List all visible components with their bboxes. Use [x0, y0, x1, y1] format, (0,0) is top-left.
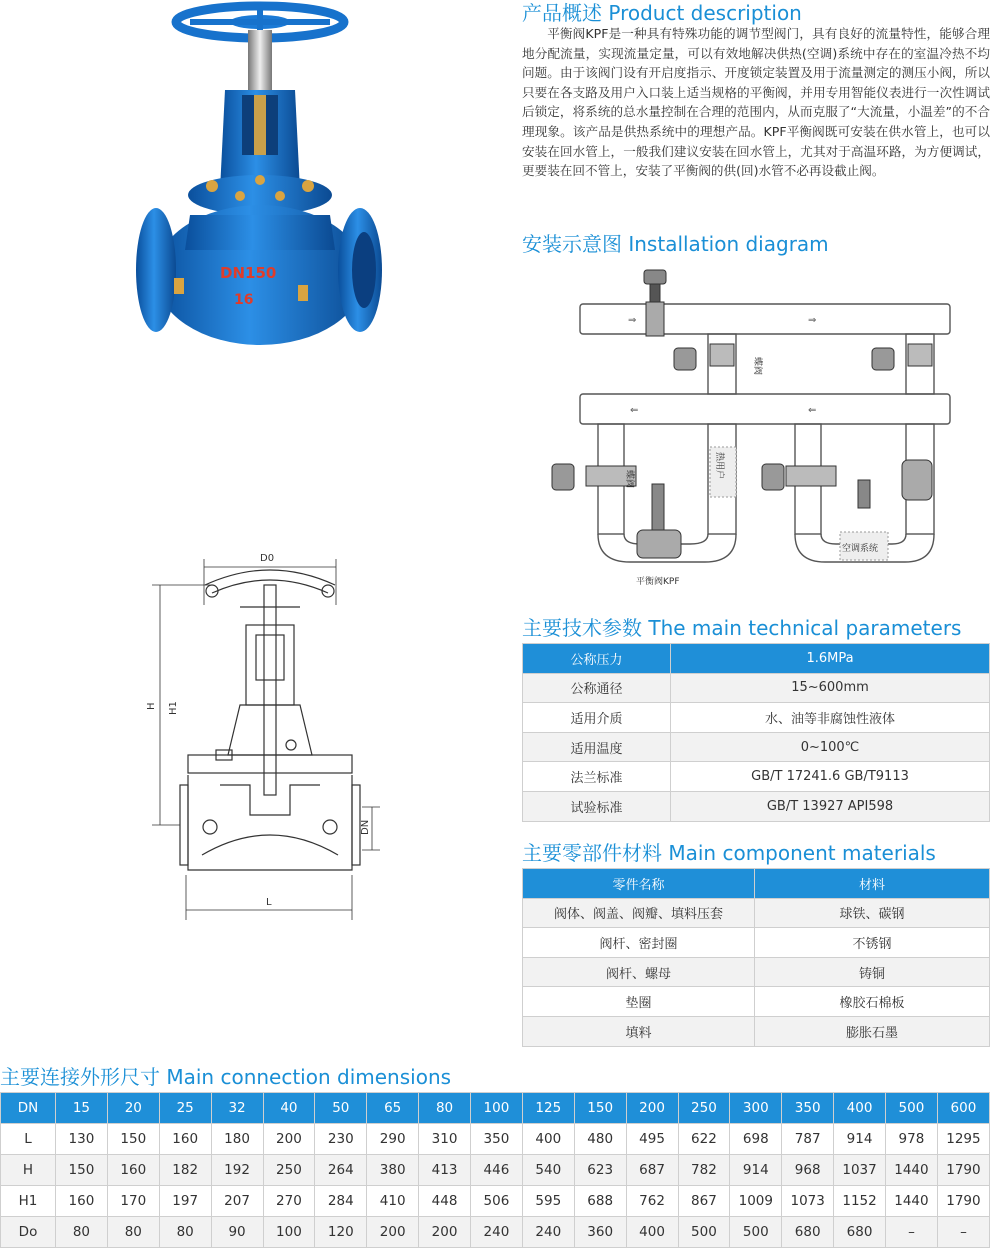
param-value: 水、油等非腐蚀性液体: [671, 703, 990, 733]
table-row: [523, 673, 990, 703]
valve-product-photo: [130, 0, 390, 360]
part-material: 不锈钢: [755, 928, 990, 958]
svg-text:⇐: ⇐: [808, 405, 817, 416]
dimension-cell: 250: [263, 1155, 315, 1186]
param-key: 适用介质: [523, 703, 671, 733]
dimension-cell: 200: [263, 1124, 315, 1155]
dimension-cell: 448: [419, 1186, 471, 1217]
dimension-cell: 150: [56, 1155, 108, 1186]
dimension-cell: 80: [107, 1217, 159, 1248]
column-header: 65: [367, 1093, 419, 1124]
part-name: 阀杆、螺母: [523, 957, 755, 987]
column-header: 500: [886, 1093, 938, 1124]
dimension-cell: 413: [419, 1155, 471, 1186]
column-header: 50: [315, 1093, 367, 1124]
dimension-cell: 446: [471, 1155, 523, 1186]
param-key: 公称通径: [523, 673, 671, 703]
dimension-cell: 1037: [834, 1155, 886, 1186]
table-row: [523, 703, 990, 733]
l-label: L: [266, 897, 272, 908]
row-label: Do: [1, 1217, 56, 1248]
dimension-cell: 782: [678, 1155, 730, 1186]
dimension-cell: 90: [211, 1217, 263, 1248]
dimension-cell: 1152: [834, 1186, 886, 1217]
svg-text:⇐: ⇐: [630, 405, 639, 416]
param-value: 1.6MPa: [671, 644, 990, 674]
dimension-cell: 290: [367, 1124, 419, 1155]
row-label: H1: [1, 1186, 56, 1217]
column-header: 20: [107, 1093, 159, 1124]
dimension-cell: 160: [56, 1186, 108, 1217]
dimension-cell: 1440: [886, 1186, 938, 1217]
part-name: 阀杆、密封圈: [523, 928, 755, 958]
dimension-cell: 400: [626, 1217, 678, 1248]
dimension-cell: 914: [730, 1155, 782, 1186]
dimension-cell: 170: [107, 1186, 159, 1217]
dimension-cell: 270: [263, 1186, 315, 1217]
dimension-cell: 762: [626, 1186, 678, 1217]
column-header: 32: [211, 1093, 263, 1124]
table-row: [523, 898, 990, 928]
dimension-cell: 240: [522, 1217, 574, 1248]
column-header: 250: [678, 1093, 730, 1124]
param-key: 适用温度: [523, 732, 671, 762]
valve-dimension-drawing: [140, 545, 390, 935]
dimension-cell: 192: [211, 1155, 263, 1186]
dimension-cell: 867: [678, 1186, 730, 1217]
param-key: 法兰标准: [523, 762, 671, 792]
dimension-cell: 240: [471, 1217, 523, 1248]
dimension-cell: 978: [886, 1124, 938, 1155]
dimension-cell: 360: [574, 1217, 626, 1248]
connection-dimensions-heading: 主要连接外形尺寸 Main connection dimensions: [0, 1065, 452, 1089]
dimension-cell: 182: [159, 1155, 211, 1186]
dimension-cell: 120: [315, 1217, 367, 1248]
table-row: [1, 1186, 990, 1217]
part-name: 阀体、阀盖、阀瓣、填料压套: [523, 898, 755, 928]
dimension-cell: 207: [211, 1186, 263, 1217]
dimension-cell: 688: [574, 1186, 626, 1217]
butterfly-valve-label-top: 蝶阀: [752, 357, 762, 376]
dimension-cell: 495: [626, 1124, 678, 1155]
table-row: [523, 987, 990, 1017]
dimension-cell: 400: [522, 1124, 574, 1155]
dimension-cell: –: [937, 1217, 989, 1248]
dimension-cell: 197: [159, 1186, 211, 1217]
dn-label: DN: [360, 819, 371, 835]
table-row: [1, 1124, 990, 1155]
valve-pressure-marking: 16: [234, 292, 254, 308]
dimension-cell: 264: [315, 1155, 367, 1186]
param-value: GB/T 13927 API598: [671, 791, 990, 821]
param-value: GB/T 17241.6 GB/T9113: [671, 762, 990, 792]
table-row: [523, 957, 990, 987]
dimension-cell: 200: [367, 1217, 419, 1248]
h1-label: H1: [168, 701, 179, 715]
installation-diagram-heading: 安装示意图 Installation diagram: [522, 232, 829, 256]
dimension-cell: 914: [834, 1124, 886, 1155]
column-header: 材料: [755, 869, 990, 899]
d0-label: D0: [260, 553, 275, 564]
table-row: [523, 1016, 990, 1046]
dimension-cell: 506: [471, 1186, 523, 1217]
dimension-cell: 100: [263, 1217, 315, 1248]
column-header: 300: [730, 1093, 782, 1124]
dimension-cell: 160: [107, 1155, 159, 1186]
row-label: H: [1, 1155, 56, 1186]
svg-text:⇒: ⇒: [628, 315, 637, 326]
column-header: 600: [937, 1093, 989, 1124]
column-header: 25: [159, 1093, 211, 1124]
dimension-cell: 130: [56, 1124, 108, 1155]
dimension-cell: 200: [419, 1217, 471, 1248]
dimension-cell: 410: [367, 1186, 419, 1217]
column-header: 零件名称: [523, 869, 755, 899]
dimension-cell: 160: [159, 1124, 211, 1155]
dimension-cell: 150: [107, 1124, 159, 1155]
part-material: 铸铜: [755, 957, 990, 987]
dimension-cell: 595: [522, 1186, 574, 1217]
butterfly-valve-label-side: 蝶阀: [624, 470, 634, 489]
connection-dimensions-table: [0, 1092, 990, 1248]
dimension-cell: 500: [730, 1217, 782, 1248]
column-header: 40: [263, 1093, 315, 1124]
table-row: [523, 732, 990, 762]
technical-parameters-table: [522, 643, 990, 822]
dimension-cell: 680: [782, 1217, 834, 1248]
part-name: 填料: [523, 1016, 755, 1046]
dimension-cell: 230: [315, 1124, 367, 1155]
product-description-text: 平衡阀KPF是一种具有特殊功能的调节型阀门，具有良好的流量特性，能够合理地分配流量，实现流量定量，可以有效地解决供热(空调)系统中存在的室温冷热不均问题。由于该阀门设有开启度指示、开度锁定装置及用于流量测定的测压小阀，所以只要在各支路及用户入口装上适当规格的平衡阀，并用专用智能仪表进行一次性调试后锁定，将系统的总水量控制在合理的范围内，从而克服了“大流量，小温差”的不合理现象。该产品是供热系统中的理想产品。KPF平衡阀既可安装在供水管上，也可以安装在回水管上，一般我们建议安装在回水管上，尤其对于高温环路，为方便调试，更要装在回不管上，安装了平衡阀的供(回)水管不必再设截止阀。: [522, 26, 990, 179]
heater-label: 空调系统: [842, 544, 879, 554]
dimension-cell: 1790: [937, 1186, 989, 1217]
column-header: 15: [56, 1093, 108, 1124]
dimension-cell: 623: [574, 1155, 626, 1186]
dimension-cell: 1295: [937, 1124, 989, 1155]
part-name: 垫圈: [523, 987, 755, 1017]
column-header: DN: [1, 1093, 56, 1124]
dimension-cell: 787: [782, 1124, 834, 1155]
dimension-cell: 480: [574, 1124, 626, 1155]
dimension-cell: 80: [56, 1217, 108, 1248]
dimension-cell: 350: [471, 1124, 523, 1155]
h-label: H: [146, 702, 157, 710]
row-label: L: [1, 1124, 56, 1155]
dimension-cell: 698: [730, 1124, 782, 1155]
table-row: [1, 1217, 990, 1248]
column-header: 80: [419, 1093, 471, 1124]
component-materials-table: [522, 868, 990, 1047]
param-key: 试验标准: [523, 791, 671, 821]
dimension-cell: 622: [678, 1124, 730, 1155]
dimension-cell: 1440: [886, 1155, 938, 1186]
product-description-heading: 产品概述 Product description: [522, 1, 802, 25]
table-row: [1, 1155, 990, 1186]
component-materials-heading: 主要零部件材料 Main component materials: [522, 841, 936, 865]
dimension-cell: 500: [678, 1217, 730, 1248]
param-value: 15~600mm: [671, 673, 990, 703]
param-key: 公称压力: [523, 644, 671, 674]
heat-user-label: 热用户: [714, 452, 724, 480]
dimension-cell: 80: [159, 1217, 211, 1248]
table-row: [523, 928, 990, 958]
valve-size-marking: DN150: [220, 264, 277, 282]
dimension-cell: 380: [367, 1155, 419, 1186]
column-header: 100: [471, 1093, 523, 1124]
installation-diagram: [540, 262, 970, 592]
column-header: 125: [522, 1093, 574, 1124]
dimension-cell: 687: [626, 1155, 678, 1186]
column-header: 400: [834, 1093, 886, 1124]
balance-valve-label: 平衡阀KPF: [636, 577, 680, 587]
dimension-cell: 180: [211, 1124, 263, 1155]
column-header: 150: [574, 1093, 626, 1124]
part-material: 球铁、碳钢: [755, 898, 990, 928]
column-header: 200: [626, 1093, 678, 1124]
part-material: 橡胶石棉板: [755, 987, 990, 1017]
part-material: 膨胀石墨: [755, 1016, 990, 1046]
table-row: [523, 791, 990, 821]
dimension-cell: 540: [522, 1155, 574, 1186]
svg-text:⇒: ⇒: [808, 315, 817, 326]
column-header: 350: [782, 1093, 834, 1124]
param-value: 0~100℃: [671, 732, 990, 762]
table-row: [523, 644, 990, 674]
dimension-cell: 310: [419, 1124, 471, 1155]
table-row: [523, 762, 990, 792]
dimension-cell: –: [886, 1217, 938, 1248]
dimension-cell: 284: [315, 1186, 367, 1217]
dimension-cell: 1790: [937, 1155, 989, 1186]
table-header-row: [1, 1093, 990, 1124]
dimension-cell: 1073: [782, 1186, 834, 1217]
table-header-row: [523, 869, 990, 899]
dimension-cell: 1009: [730, 1186, 782, 1217]
technical-parameters-heading: 主要技术参数 The main technical parameters: [522, 616, 962, 640]
dimension-cell: 968: [782, 1155, 834, 1186]
dimension-cell: 680: [834, 1217, 886, 1248]
